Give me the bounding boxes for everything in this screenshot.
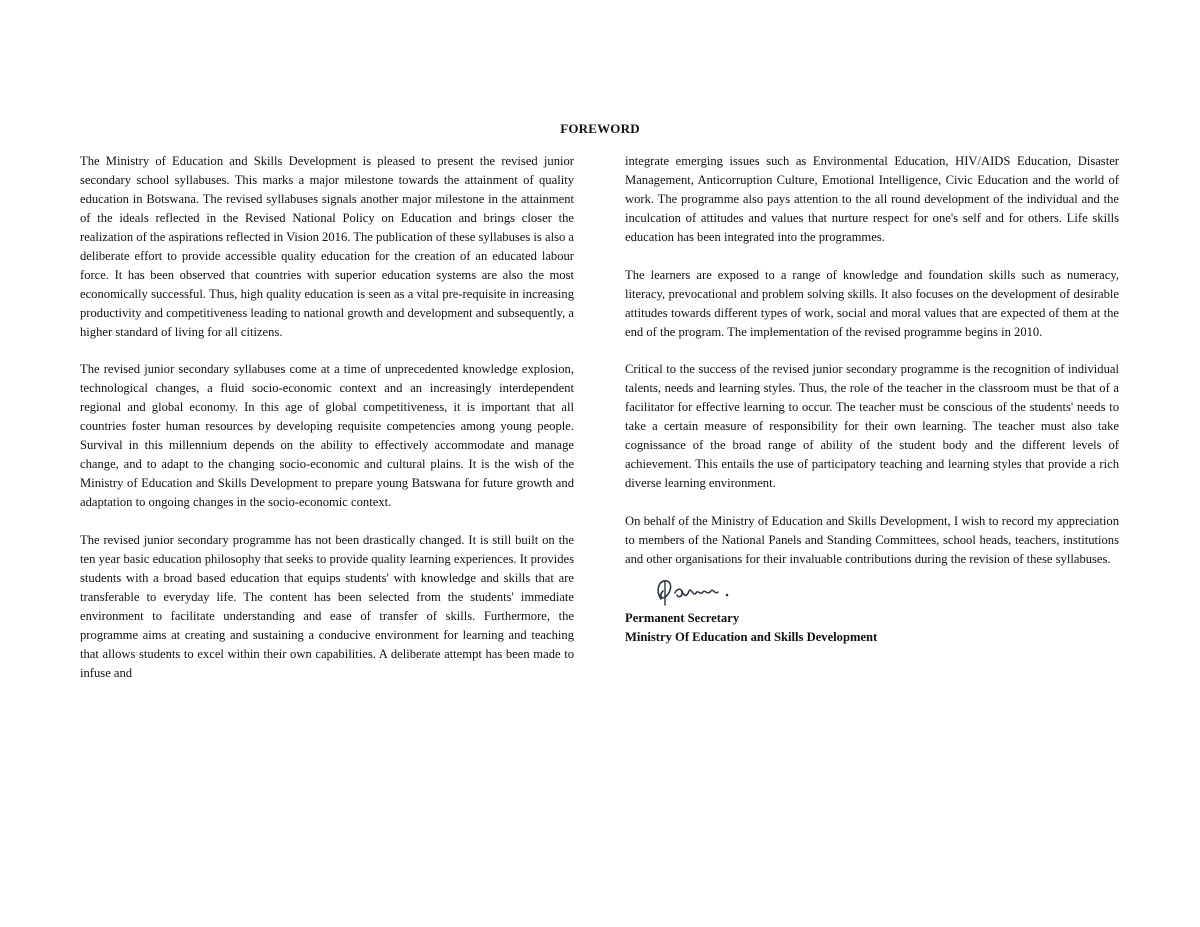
paragraph-learners: The learners are exposed to a range of knowledge and foundation skills such as numeracy, literacy, prevocational and problem solving skills. It also focuses on the development of desirable attitudes towards different types of work, social and moral values that are expected of them at the end of the program. The implementation of the revised programme begins in 2010.	[625, 267, 1119, 339]
signature-image	[651, 573, 761, 609]
signatory-title: Permanent Secretary	[625, 610, 740, 625]
signatory-organisation: Ministry Of Education and Skills Development	[625, 629, 878, 644]
paragraph-context: The revised junior secondary syllabuses come at a time of unprecedented knowledge explosion, technological changes, a fluid socio-economic context and an increasingly interdependent regional and global economy. In this age of global competitiveness, it is important that all countries foster human resources by developing requisite competencies among young people. Survival in this millennium depends on the ability to effectively accommodate and manage change, and to adapt to the changing socio-economic and cultural plains. It is the wish of the Ministry of Education and Skills Development to prepare young Batswana for future growth and adaptation to ongoing changes in the socio-economic context.	[80, 362, 574, 510]
paragraph-programme: The revised junior secondary programme has not been drastically changed. It is still built on the ten year basic education philosophy that seeks to provide quality learning experiences. It provides students with a broad based education that equips students' with knowledge and skills that are transferable to everyday life. The content has been selected from the students' immediate environment to facilitate understanding and ease of transfer of skills. Furthermore, the programme aims at creating and sustaining a conducive environment for learning and teaching that allows students to excel within their own capabilities. A deliberate attempt has been made to infuse and	[80, 533, 574, 680]
right-column	[625, 152, 1119, 647]
paragraph-teacher-role: Critical to the success of the revised junior secondary programme is the recognition of individual talents, needs and learning styles. Thus, the role of the teacher in the classroom must be that of a facilitator for effective learning to occur. The teacher must be conscious of the students' needs to take a certain measure of responsibility for their own learning. The teacher must also take cognissance of the broad range of ability of the student body and the different levels of achievement. This entails the use of participatory teaching and learning styles that provide a rich diverse learning environment.	[625, 362, 1119, 491]
paragraph-emerging-issues: integrate emerging issues such as Environmental Education, HIV/AIDS Education, Disaster Management, Anticorruption Culture, Emotional Intelligence, Civic Education and the world of work. The programme also pays attention to the all round development of the individual and the inculcation of attitudes and values that nurture respect for one's self and for others. Life skills education has been integrated into the programmes.	[625, 154, 1119, 244]
paragraph-appreciation: On behalf of the Ministry of Education and Skills Development, I wish to record my appreciation to members of the National Panels and Standing Committees, school heads, teachers, institutions and other organisations for their invaluable contributions during the revision of these syllabuses.	[625, 514, 1119, 566]
page-title: FOREWORD	[560, 121, 640, 136]
paragraph-intro: The Ministry of Education and Skills Development is pleased to present the revised junior secondary school syllabuses. This marks a major milestone towards the attainment of quality education in Botswana. The revised syllabuses signals another major milestone in the attainment of the ideals reflected in the Revised National Policy on Education and brings closer the realization of the aspirations reflected in Vision 2016. The publication of these syllabuses is also a deliberate effort to provide accessible quality education for the creation of an educated labour force. It has been observed that countries with superior education systems are also the most economically successful. Thus, high quality education is seen as a vital pre-requisite in increasing productivity and competitiveness leading to national growth and development and subsequently, a higher standard of living for all citizens.	[80, 154, 575, 339]
left-column	[80, 152, 574, 683]
